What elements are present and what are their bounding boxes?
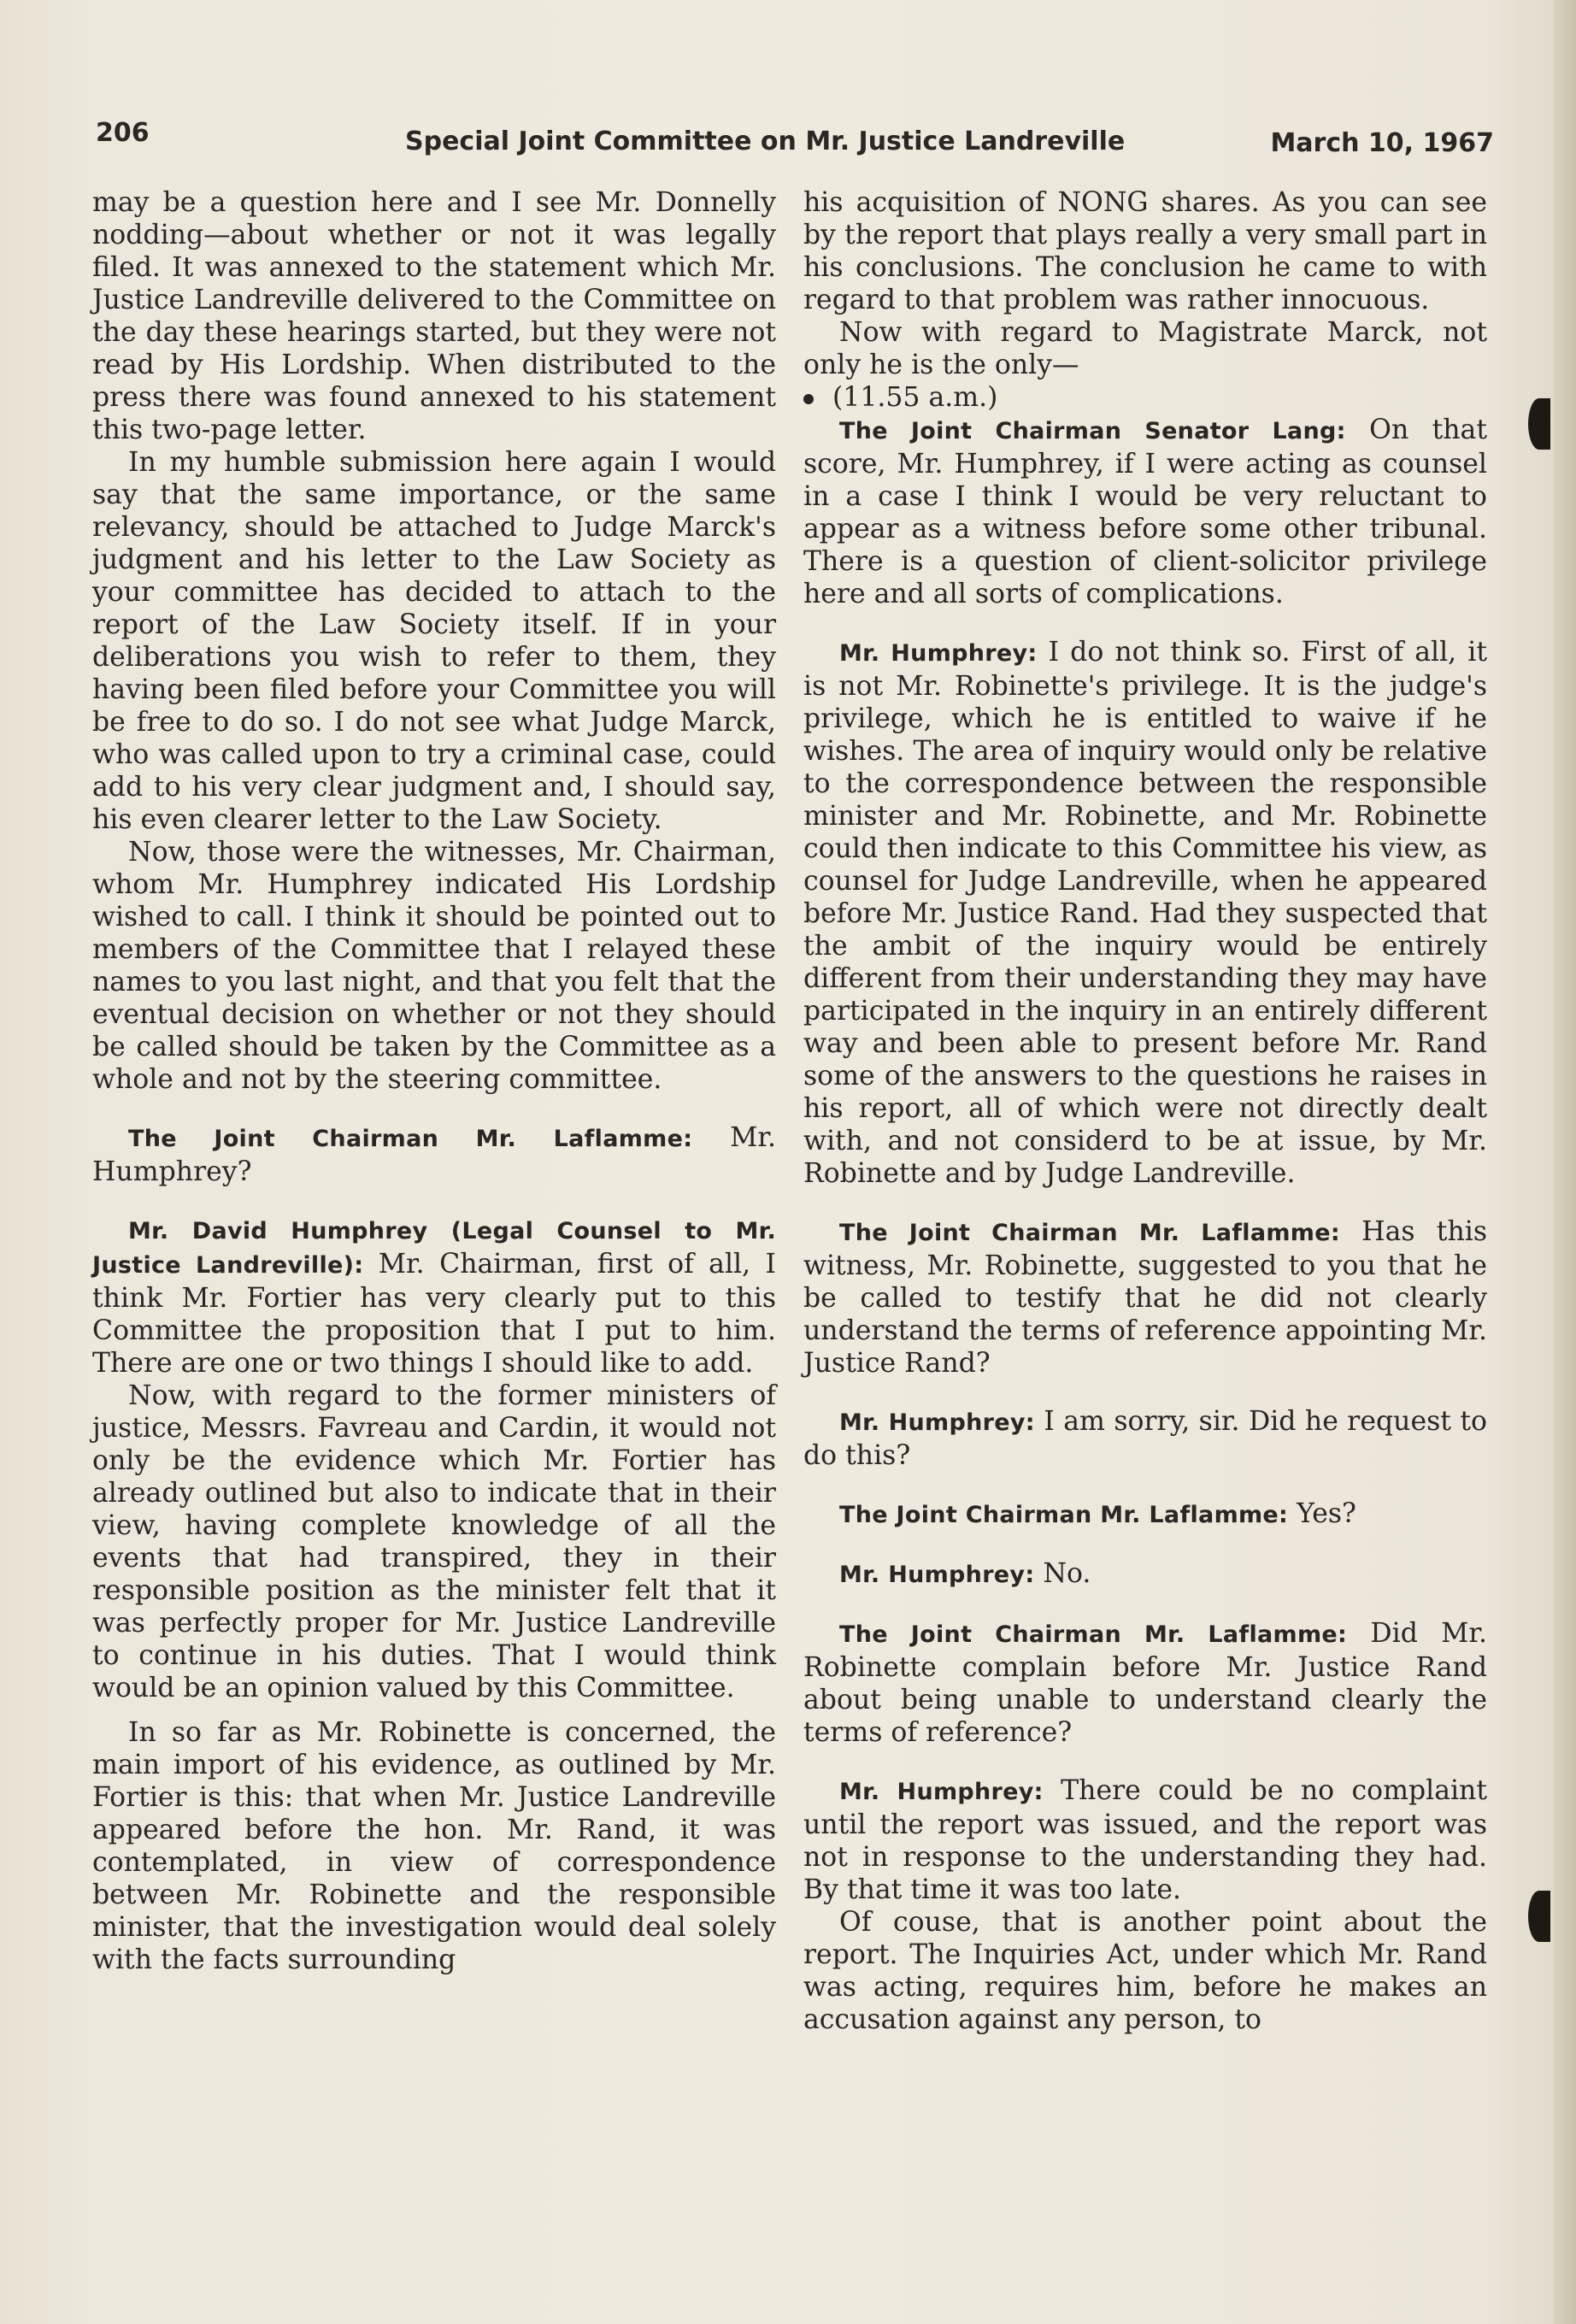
paragraph: Now, those were the witnesses, Mr. Chairman, whom Mr. Humphrey indicated His Lordship wished to call. I think it should be pointed out to members of the Committee that I relayed these names to you last night, and that you felt that the eventual decision on whether or not they should be called should be taken by the Committee as a whole and not by the steering committee. <box>92 837 776 1095</box>
binding-clip-bottom <box>1528 1891 1550 1942</box>
speech <box>92 1121 776 1188</box>
speaker-name: The Joint Chairman Mr. Laflamme: <box>128 1126 693 1152</box>
speech-text: Yes? <box>1297 1498 1356 1529</box>
paragraph: Of couse, that is another point about the report. The Inquiries Act, under which Mr. Rand was acting, requires him, before he makes an accusation against any person, to <box>803 1907 1487 2035</box>
timestamp <box>803 381 1487 414</box>
right-column <box>803 186 1487 2036</box>
paragraph: Now, with regard to the former ministers of justice, Messrs. Favreau and Cardin, it would not only be the evidence which Mr. Fortier has already outlined but also to indicate that in their view, having complete knowledge of all the events that had transpired, they in their responsible position as the minister felt that it was perfectly proper for Mr. Justice Landreville to continue in his duties. That I would think would be an opinion valued by this Committee. <box>92 1380 776 1703</box>
speech-text: Has this witness, Mr. Robinette, suggested to you that he be called to testify that he did not clearly understand the terms of reference appointing Mr. Justice Rand? <box>803 1216 1487 1379</box>
paragraph: his acquisition of NONG shares. As you can see by the report that plays really a very small part in his conclusions. The conclusion he came to with regard to that problem was rather innocuous. <box>803 187 1487 315</box>
binding-edge <box>1554 0 1576 2324</box>
left-column <box>92 186 776 1976</box>
speech <box>803 1774 1487 1906</box>
header-date: March 10, 1967 <box>1270 128 1494 158</box>
speech <box>803 414 1487 610</box>
speech <box>803 1405 1487 1472</box>
speech <box>803 1215 1487 1380</box>
paragraph: Now with regard to Magistrate Marck, not only he is the only— <box>803 317 1487 380</box>
speech <box>803 1497 1487 1532</box>
paragraph: may be a question here and I see Mr. Donnelly nodding—about whether or not it was legally filed. It was annexed to the statement which Mr. Justice Landreville delivered to the Committee on the day these hearings started, but they were not read by His Lordship. When distributed to the press there was found annexed to his statement this two-page letter. <box>92 187 776 445</box>
speaker-name: The Joint Chairman Mr. Laflamme: <box>839 1621 1348 1648</box>
speech <box>803 636 1487 1190</box>
speaker-name: The Joint Chairman Mr. Laflamme: <box>839 1220 1340 1246</box>
running-title: Special Joint Committee on Mr. Justice Landreville <box>405 126 1126 156</box>
bullet-icon <box>803 394 814 404</box>
speech <box>803 1557 1487 1591</box>
speech-text: No. <box>1043 1558 1091 1589</box>
speaker-name: Mr. David Humphrey (Legal Counsel to Mr. Justice Landreville): <box>92 1218 776 1279</box>
speech-text: Did Mr. Robinette complain before Mr. Justice Rand about being unable to understand clearly the terms of reference? <box>803 1618 1488 1748</box>
paragraph: In so far as Mr. Robinette is concerned, the main import of his evidence, as outlined by Mr. Fortier is this: that when Mr. Justice Landreville appeared before the hon. Mr. Rand, it was contemplated, in view of correspondence between Mr. Robinette and the responsible minister, that the investigation would deal solely with the facts surrounding <box>92 1717 776 1975</box>
page-number: 206 <box>96 118 150 148</box>
speaker-name: The Joint Chairman Senator Lang: <box>839 418 1346 444</box>
speaker-name: Mr. Humphrey: <box>839 1409 1035 1436</box>
speech <box>803 1617 1487 1749</box>
speaker-name: Mr. Humphrey: <box>839 1562 1035 1588</box>
speech-text: Mr. Chairman, first of all, I think Mr. Fortier has very clearly put to this Committee the proposition that I put to him. There are one or two things I should like to add. <box>92 1249 776 1379</box>
paragraph: In my humble submission here again I would say that the same importance, or the same relevancy, should be attached to Judge Marck's judgment and his letter to the Law Society as your committee has decided to attach to the report of the Law Society itself. If in your deliberations you wish to refer to them, they having been filed before your Committee you will be free to do so. I do not see what Judge Marck, who was called upon to try a criminal case, could add to his very clear judgment and, I should say, his even clearer letter to the Law Society. <box>92 447 776 835</box>
page-header <box>96 118 1494 166</box>
speech-text: I am sorry, sir. Did he request to do this? <box>803 1406 1487 1471</box>
speaker-name: Mr. Humphrey: <box>839 640 1038 667</box>
speech-text: There could be no complaint until the report was issued, and the report was not in response to the understanding they had. By that time it was too late. <box>803 1775 1487 1905</box>
speaker-name: The Joint Chairman Mr. Laflamme: <box>839 1502 1289 1528</box>
speech <box>92 1214 776 1380</box>
speaker-name: Mr. Humphrey: <box>839 1779 1044 1805</box>
speech-text: I do not think so. First of all, it is not Mr. Robinette's privilege. It is the judge's privilege, which he is entitled to waive if he wishes. The area of inquiry would only be relative to the correspondence between the responsible minister and Mr. Robinette, and Mr. Robinette could then indicate to this Committee his view, as counsel for Judge Landreville, when he appeared before Mr. Justice Rand. Had they suspected that the ambit of the inquiry would be entirely different from their understanding they may have participated in the inquiry in an entirely different way and been able to present before Mr. Rand some of the answers to the questions he raises in his report, all of which were not directly dealt with, and not considerd to be at issue, by Mr. Robinette and by Judge Landreville. <box>803 637 1488 1189</box>
speech-text: Mr. Humphrey? <box>92 1122 776 1187</box>
speech-text: On that score, Mr. Humphrey, if I were acting as counsel in a case I think I would be very reluctant to appear as a witness before some other tribunal. There is a question of client-solicitor privilege here and all sorts of complications. <box>803 415 1487 609</box>
binding-clip-top <box>1528 398 1550 450</box>
time-text: (11.55 a.m.) <box>832 382 998 413</box>
